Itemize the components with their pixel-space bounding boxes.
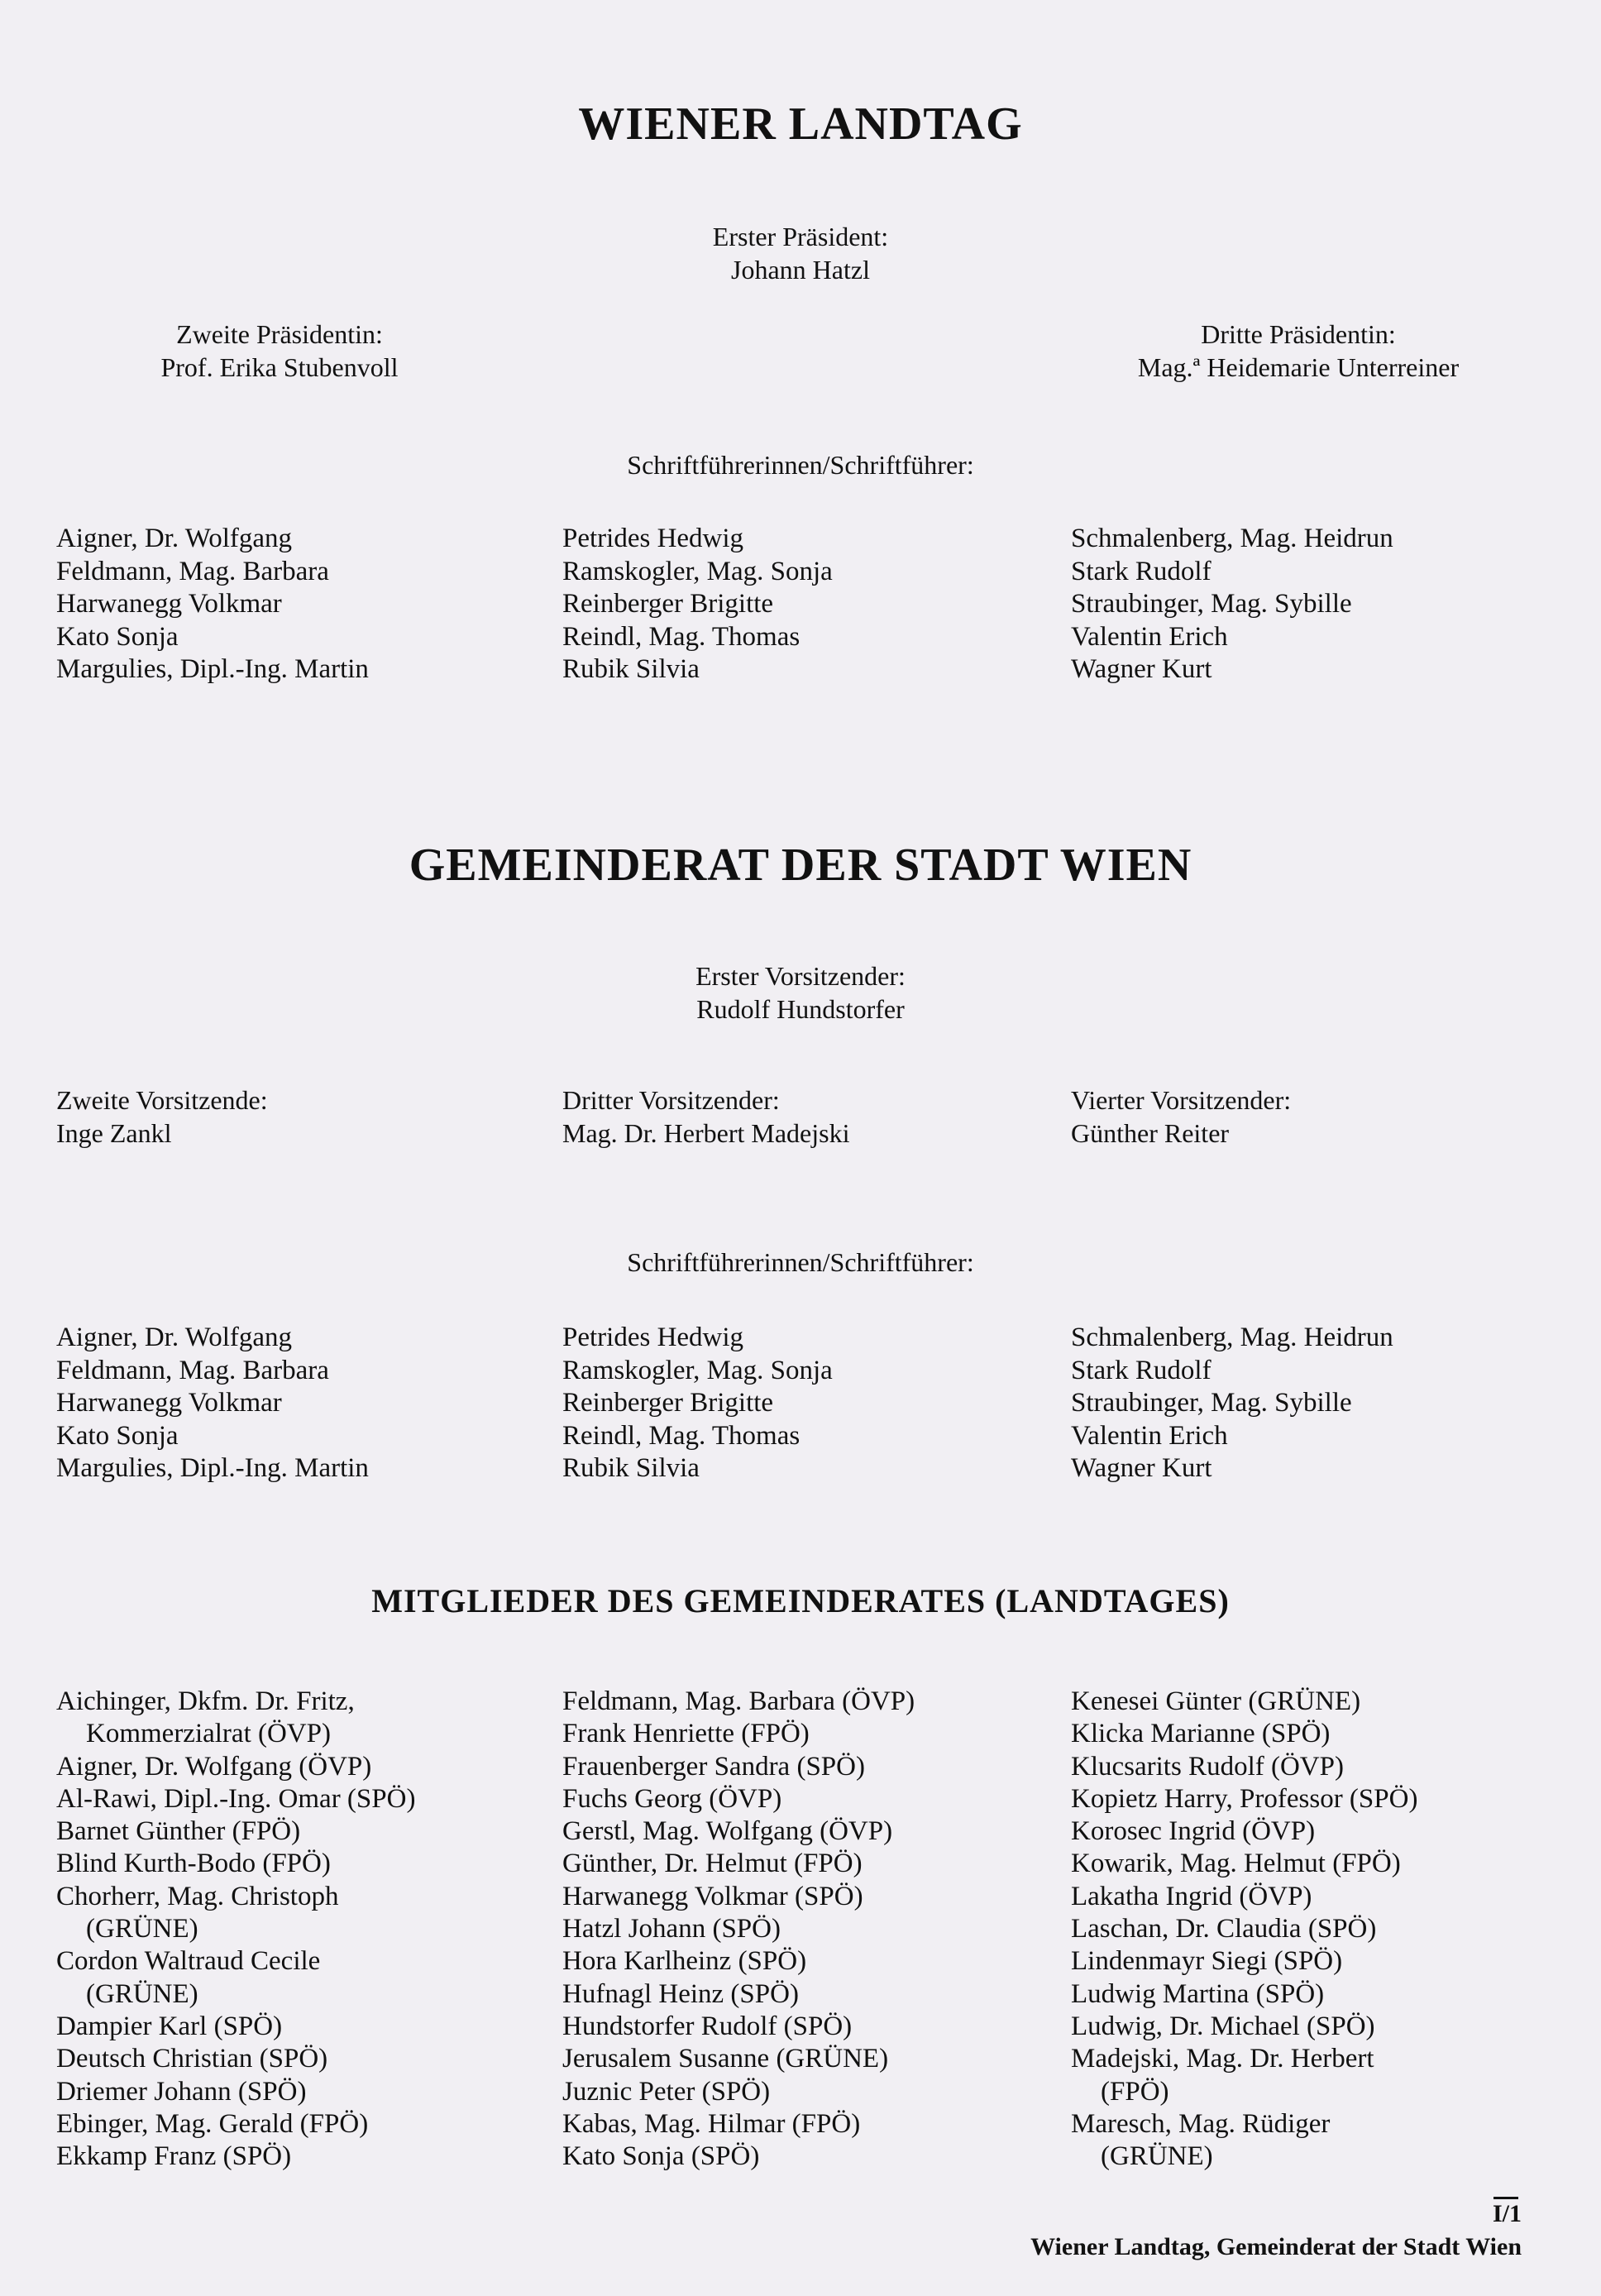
member-entry: Korosec Ingrid (ÖVP) xyxy=(1071,1816,1316,1847)
member-entry: Aigner, Dr. Wolfgang (ÖVP) xyxy=(56,1751,372,1782)
footer-page-number: I/1 xyxy=(1492,2200,1522,2227)
member-entry: Laschan, Dr. Claudia (SPÖ) xyxy=(1071,1914,1377,1944)
list-item: Feldmann, Mag. Barbara xyxy=(56,1355,329,1385)
member-entry: Ludwig, Dr. Michael (SPÖ) xyxy=(1071,2011,1375,2041)
fourth-chair-label: Vierter Vorsitzender: xyxy=(1071,1085,1292,1115)
gemeinderat-secretaries-col1 xyxy=(56,1322,369,1485)
member-entry: Aichinger, Dkfm. Dr. Fritz, xyxy=(56,1686,355,1716)
member-entry: Günther, Dr. Helmut (FPÖ) xyxy=(562,1849,863,1879)
member-entry: Fuchs Georg (ÖVP) xyxy=(562,1783,782,1814)
member-entry: Kabas, Mag. Hilmar (FPÖ) xyxy=(562,2108,861,2139)
members-col1 xyxy=(56,1686,415,2173)
member-entry: Kenesei Günter (GRÜNE) xyxy=(1071,1686,1361,1716)
member-entry: Cordon Waltraud Cecile xyxy=(56,1946,321,1977)
fourth-chair-name: Günther Reiter xyxy=(1071,1118,1230,1148)
list-item: Stark Rudolf xyxy=(1071,1355,1212,1385)
member-entry: (GRÜNE) xyxy=(86,1978,198,2009)
members-col3 xyxy=(1071,1686,1417,2173)
list-item: Aigner, Dr. Wolfgang xyxy=(56,1323,293,1352)
second-chair-label: Zweite Vorsitzende: xyxy=(56,1085,268,1115)
list-item: Reinberger Brigitte xyxy=(562,1388,774,1418)
list-item: Petrides Hedwig xyxy=(562,524,744,553)
list-item: Wagner Kurt xyxy=(1071,1453,1212,1483)
member-entry: Ludwig Martina (SPÖ) xyxy=(1071,1978,1325,2009)
list-item: Stark Rudolf xyxy=(1071,556,1212,586)
member-entry: Dampier Karl (SPÖ) xyxy=(56,2011,283,2041)
third-chair-name: Mag. Dr. Herbert Madejski xyxy=(562,1118,850,1148)
member-entry: (GRÜNE) xyxy=(1101,2141,1213,2172)
second-president-name: Prof. Erika Stubenvoll xyxy=(160,352,399,382)
list-item: Reinberger Brigitte xyxy=(562,589,774,619)
members-col2 xyxy=(562,1686,915,2173)
third-president-label: Dritte Präsidentin: xyxy=(1201,319,1396,349)
member-entry: Gerstl, Mag. Wolfgang (ÖVP) xyxy=(562,1816,893,1847)
list-item: Reindl, Mag. Thomas xyxy=(562,1420,800,1451)
member-entry: Klucsarits Rudolf (ÖVP) xyxy=(1071,1751,1344,1782)
member-entry: Ekkamp Franz (SPÖ) xyxy=(56,2141,292,2172)
list-item: Schmalenberg, Mag. Heidrun xyxy=(1071,1323,1393,1352)
third-chair-label: Dritter Vorsitzender: xyxy=(562,1085,780,1115)
first-president-name: Johann Hatzl xyxy=(731,255,870,285)
list-item: Margulies, Dipl.-Ing. Martin xyxy=(56,1453,369,1483)
member-entry: Maresch, Mag. Rüdiger xyxy=(1071,2108,1331,2139)
list-item: Petrides Hedwig xyxy=(562,1323,744,1352)
list-item: Aigner, Dr. Wolfgang xyxy=(56,524,293,553)
member-entry: (GRÜNE) xyxy=(86,1914,198,1944)
gemeinderat-second-chair xyxy=(56,1083,268,1150)
landtag-first-president xyxy=(0,220,1601,286)
member-entry: Harwanegg Volkmar (SPÖ) xyxy=(562,1881,863,1911)
gemeinderat-title: GEMEINDERAT DER STADT WIEN xyxy=(409,839,1192,891)
member-entry: Klicka Marianne (SPÖ) xyxy=(1071,1719,1331,1749)
footer-text: Wiener Landtag, Gemeinderat der Stadt Wien xyxy=(1030,2233,1522,2260)
member-entry: Kopietz Harry, Professor (SPÖ) xyxy=(1071,1783,1418,1814)
landtag-third-president xyxy=(1067,318,1530,384)
member-entry: Ebinger, Mag. Gerald (FPÖ) xyxy=(56,2108,369,2139)
gemeinderat-first-chair xyxy=(0,959,1601,1026)
gemeinderat-secretaries-label: Schriftführerinnen/Schriftführer: xyxy=(627,1247,974,1277)
member-entry: Kato Sonja (SPÖ) xyxy=(562,2141,760,2172)
member-entry: Kowarik, Mag. Helmut (FPÖ) xyxy=(1071,1849,1401,1879)
member-entry: Kommerzialrat (ÖVP) xyxy=(86,1719,331,1749)
list-item: Straubinger, Mag. Sybille xyxy=(1071,1388,1352,1418)
member-entry: Chorherr, Mag. Christoph xyxy=(56,1881,339,1911)
list-item: Kato Sonja xyxy=(56,1420,179,1451)
members-title: MITGLIEDER DES GEMEINDERATES (LANDTAGES) xyxy=(371,1582,1230,1619)
list-item: Straubinger, Mag. Sybille xyxy=(1071,589,1352,619)
list-item: Reindl, Mag. Thomas xyxy=(562,621,800,652)
landtag-secretaries-col3 xyxy=(1071,523,1393,686)
second-president-label: Zweite Präsidentin: xyxy=(176,319,383,349)
second-chair-name: Inge Zankl xyxy=(56,1118,172,1148)
list-item: Harwanegg Volkmar xyxy=(56,589,282,619)
member-entry: Driemer Johann (SPÖ) xyxy=(56,2076,307,2107)
list-item: Rubik Silvia xyxy=(562,1453,700,1483)
list-item: Wagner Kurt xyxy=(1071,654,1212,684)
first-chair-name: Rudolf Hundstorfer xyxy=(696,994,905,1024)
gemeinderat-secretaries-col2 xyxy=(562,1322,833,1485)
member-entry: Frauenberger Sandra (SPÖ) xyxy=(562,1751,865,1782)
member-entry: Al-Rawi, Dipl.-Ing. Omar (SPÖ) xyxy=(56,1783,416,1814)
list-item: Ramskogler, Mag. Sonja xyxy=(562,556,833,586)
list-item: Kato Sonja xyxy=(56,621,179,652)
member-entry: Lakatha Ingrid (ÖVP) xyxy=(1071,1881,1312,1911)
member-entry: Blind Kurth-Bodo (FPÖ) xyxy=(56,1849,331,1879)
member-entry: Feldmann, Mag. Barbara (ÖVP) xyxy=(562,1686,915,1716)
list-item: Margulies, Dipl.-Ing. Martin xyxy=(56,654,369,684)
member-entry: Lindenmayr Siegi (SPÖ) xyxy=(1071,1946,1343,1977)
list-item: Ramskogler, Mag. Sonja xyxy=(562,1355,833,1385)
list-item: Harwanegg Volkmar xyxy=(56,1388,282,1418)
list-item: Valentin Erich xyxy=(1071,1420,1228,1451)
landtag-secretaries-label: Schriftführerinnen/Schriftführer: xyxy=(627,450,974,480)
member-entry: Jerusalem Susanne (GRÜNE) xyxy=(562,2044,889,2074)
member-entry: Madejski, Mag. Dr. Herbert xyxy=(1071,2044,1374,2074)
first-chair-label: Erster Vorsitzender: xyxy=(695,961,906,991)
list-item: Feldmann, Mag. Barbara xyxy=(56,556,329,586)
member-entry: Barnet Günther (FPÖ) xyxy=(56,1816,301,1847)
landtag-secretaries-col2 xyxy=(562,523,833,686)
third-president-name: Mag.ª Heidemarie Unterreiner xyxy=(1137,352,1460,382)
landtag-secretaries-col1 xyxy=(56,523,369,686)
list-item: Schmalenberg, Mag. Heidrun xyxy=(1071,524,1393,553)
member-entry: (FPÖ) xyxy=(1101,2076,1169,2107)
gemeinderat-fourth-chair xyxy=(1071,1083,1291,1150)
first-president-label: Erster Präsident: xyxy=(712,222,889,251)
member-entry: Deutsch Christian (SPÖ) xyxy=(56,2044,328,2074)
member-entry: Juznic Peter (SPÖ) xyxy=(562,2076,771,2107)
list-item: Rubik Silvia xyxy=(562,654,700,684)
landtag-second-president xyxy=(56,318,503,384)
member-entry: Hora Karlheinz (SPÖ) xyxy=(562,1946,807,1977)
gemeinderat-third-chair xyxy=(562,1083,849,1150)
footer-rule xyxy=(1493,2197,1518,2199)
member-entry: Hufnagl Heinz (SPÖ) xyxy=(562,1978,799,2009)
list-item: Valentin Erich xyxy=(1071,621,1228,652)
member-entry: Hatzl Johann (SPÖ) xyxy=(562,1914,781,1944)
gemeinderat-secretaries-col3 xyxy=(1071,1322,1393,1485)
member-entry: Hundstorfer Rudolf (SPÖ) xyxy=(562,2011,853,2041)
member-entry: Frank Henriette (FPÖ) xyxy=(562,1719,810,1749)
landtag-title: WIENER LANDTAG xyxy=(578,98,1023,150)
